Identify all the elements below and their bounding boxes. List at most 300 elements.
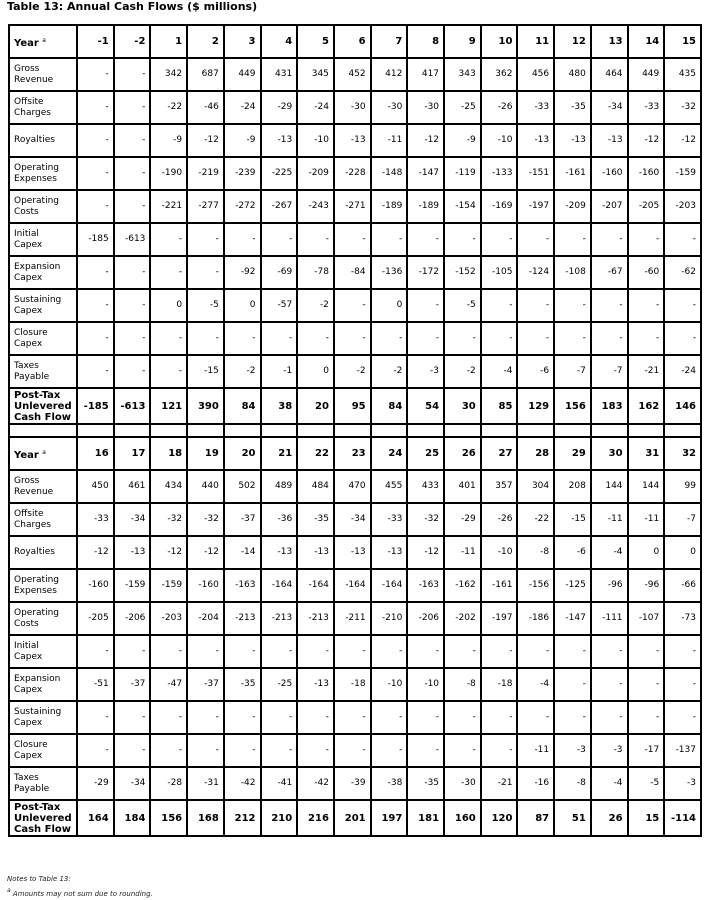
value-cell: -164 xyxy=(334,569,371,602)
value-cell: -114 xyxy=(664,800,701,836)
notes-heading: Notes to Table 13: xyxy=(7,875,71,883)
value-cell: 144 xyxy=(628,470,665,503)
value-cell: -108 xyxy=(554,256,591,289)
value-cell: 343 xyxy=(444,58,481,91)
value-cell: - xyxy=(114,734,151,767)
year-header-cell: 21 xyxy=(261,437,298,470)
table-row xyxy=(9,701,701,734)
value-cell: -78 xyxy=(297,256,334,289)
value-cell: -4 xyxy=(591,767,628,800)
value-cell: -209 xyxy=(554,190,591,223)
value-cell: -161 xyxy=(554,157,591,190)
empty-cell xyxy=(224,424,261,437)
row-label xyxy=(9,734,77,767)
year-header-label xyxy=(9,437,77,470)
value-cell: 390 xyxy=(187,388,224,424)
year-header-cell: 25 xyxy=(407,437,444,470)
value-cell: - xyxy=(261,635,298,668)
value-cell: 455 xyxy=(371,470,408,503)
table-row xyxy=(9,734,701,767)
table-row xyxy=(9,58,701,91)
row-label-line: Capex xyxy=(14,305,43,316)
value-cell: -21 xyxy=(628,355,665,388)
value-cell: -13 xyxy=(297,536,334,569)
value-cell: 0 xyxy=(664,536,701,569)
value-cell: 433 xyxy=(407,470,444,503)
value-cell: -35 xyxy=(297,503,334,536)
value-cell: -42 xyxy=(224,767,261,800)
value-cell: 181 xyxy=(407,800,444,836)
value-cell: 156 xyxy=(150,800,187,836)
row-label-line: Unlevered xyxy=(14,812,72,824)
value-cell: - xyxy=(664,289,701,322)
value-cell: 449 xyxy=(224,58,261,91)
cash-flow-table xyxy=(8,24,702,837)
value-cell: -164 xyxy=(371,569,408,602)
row-label-line: Initial xyxy=(14,228,39,239)
row-label-line: Royalties xyxy=(14,547,55,557)
empty-cell xyxy=(444,424,481,437)
year-header-cell: 2 xyxy=(187,25,224,58)
value-cell: -206 xyxy=(114,602,151,635)
value-cell: -12 xyxy=(628,124,665,157)
row-label-line: Offsite xyxy=(14,508,44,519)
year-header-cell: 28 xyxy=(517,437,554,470)
value-cell: -160 xyxy=(628,157,665,190)
total-row xyxy=(9,800,701,836)
value-cell: -125 xyxy=(554,569,591,602)
value-cell: - xyxy=(77,734,114,767)
value-cell: - xyxy=(114,256,151,289)
year-header-cell: 6 xyxy=(334,25,371,58)
value-cell: -160 xyxy=(591,157,628,190)
value-cell: -6 xyxy=(554,536,591,569)
value-cell: -12 xyxy=(187,536,224,569)
value-cell: -164 xyxy=(297,569,334,602)
value-cell: -3 xyxy=(407,355,444,388)
value-cell: - xyxy=(334,635,371,668)
value-cell: -219 xyxy=(187,157,224,190)
value-cell: - xyxy=(224,635,261,668)
value-cell: 54 xyxy=(407,388,444,424)
value-cell: - xyxy=(481,223,518,256)
empty-cell xyxy=(334,424,371,437)
value-cell: - xyxy=(261,734,298,767)
year-header-cell: 7 xyxy=(371,25,408,58)
value-cell: - xyxy=(187,734,224,767)
value-cell: -9 xyxy=(224,124,261,157)
row-label-line: Expenses xyxy=(14,585,57,596)
empty-cell xyxy=(9,424,77,437)
value-cell: 160 xyxy=(444,800,481,836)
value-cell: - xyxy=(187,322,224,355)
empty-cell xyxy=(664,424,701,437)
value-cell: -26 xyxy=(481,91,518,124)
value-cell: 440 xyxy=(187,470,224,503)
value-cell: 85 xyxy=(481,388,518,424)
value-cell: - xyxy=(371,701,408,734)
row-label xyxy=(9,223,77,256)
value-cell: -221 xyxy=(150,190,187,223)
row-label-line: Capex xyxy=(14,684,43,695)
value-cell: - xyxy=(150,734,187,767)
row-label xyxy=(9,157,77,190)
value-cell: 461 xyxy=(114,470,151,503)
value-cell: -613 xyxy=(114,388,151,424)
value-cell: - xyxy=(591,701,628,734)
row-label xyxy=(9,256,77,289)
year-header-cell: 30 xyxy=(591,437,628,470)
table-row xyxy=(9,124,701,157)
year-header-cell: 10 xyxy=(481,25,518,58)
value-cell: -2 xyxy=(297,289,334,322)
value-cell: - xyxy=(187,635,224,668)
value-cell: -267 xyxy=(261,190,298,223)
year-header-cell: 8 xyxy=(407,25,444,58)
value-cell: -119 xyxy=(444,157,481,190)
value-cell: -4 xyxy=(517,668,554,701)
row-label-line: Charges xyxy=(14,107,51,118)
value-cell: -154 xyxy=(444,190,481,223)
value-cell: 456 xyxy=(517,58,554,91)
value-cell: -33 xyxy=(517,91,554,124)
value-cell: -11 xyxy=(517,734,554,767)
value-cell: -137 xyxy=(664,734,701,767)
value-cell: 357 xyxy=(481,470,518,503)
value-cell: - xyxy=(481,734,518,767)
value-cell: - xyxy=(334,289,371,322)
value-cell: 345 xyxy=(297,58,334,91)
row-label-line: Taxes xyxy=(14,360,39,371)
value-cell: - xyxy=(114,322,151,355)
row-label xyxy=(9,767,77,800)
value-cell: -10 xyxy=(481,124,518,157)
row-label xyxy=(9,470,77,503)
year-header-cell: 3 xyxy=(224,25,261,58)
row-label-line: Expenses xyxy=(14,173,57,184)
footnote-marker: a xyxy=(42,36,46,44)
row-label xyxy=(9,668,77,701)
row-label xyxy=(9,124,77,157)
value-cell: - xyxy=(150,355,187,388)
value-cell: -84 xyxy=(334,256,371,289)
value-cell: -29 xyxy=(77,767,114,800)
value-cell: 183 xyxy=(591,388,628,424)
value-cell: -8 xyxy=(554,767,591,800)
year-header-cell: 32 xyxy=(664,437,701,470)
year-header-cell: 24 xyxy=(371,437,408,470)
value-cell: - xyxy=(261,701,298,734)
value-cell: - xyxy=(554,635,591,668)
value-cell: -69 xyxy=(261,256,298,289)
value-cell: 156 xyxy=(554,388,591,424)
value-cell: - xyxy=(77,58,114,91)
table-row xyxy=(9,157,701,190)
value-cell: 0 xyxy=(297,355,334,388)
value-cell: - xyxy=(224,734,261,767)
row-label-line: Operating xyxy=(14,607,59,618)
value-cell: -159 xyxy=(114,569,151,602)
value-cell: -111 xyxy=(591,602,628,635)
value-cell: 20 xyxy=(297,388,334,424)
value-cell: - xyxy=(554,289,591,322)
row-label-line: Gross xyxy=(14,475,40,486)
value-cell: -10 xyxy=(481,536,518,569)
value-cell: - xyxy=(591,289,628,322)
table-row xyxy=(9,190,701,223)
year-header-cell: 20 xyxy=(224,437,261,470)
value-cell: -28 xyxy=(150,767,187,800)
value-cell: - xyxy=(77,635,114,668)
value-cell: - xyxy=(481,289,518,322)
value-cell: -9 xyxy=(150,124,187,157)
row-label-line: Post-Tax xyxy=(14,389,61,401)
value-cell: -35 xyxy=(407,767,444,800)
value-cell: - xyxy=(517,635,554,668)
empty-cell xyxy=(371,424,408,437)
value-cell: -13 xyxy=(334,536,371,569)
value-cell: - xyxy=(407,635,444,668)
value-cell: 164 xyxy=(77,800,114,836)
row-label-line: Royalties xyxy=(14,135,55,145)
row-label-line: Closure xyxy=(14,739,48,750)
year-header-cell: 17 xyxy=(114,437,151,470)
value-cell: -3 xyxy=(591,734,628,767)
value-cell: - xyxy=(297,701,334,734)
value-cell: 197 xyxy=(371,800,408,836)
value-cell: -47 xyxy=(150,668,187,701)
value-cell: -13 xyxy=(591,124,628,157)
value-cell: 144 xyxy=(591,470,628,503)
spacer-row xyxy=(9,424,701,437)
value-cell: 15 xyxy=(628,800,665,836)
row-label xyxy=(9,58,77,91)
value-cell: - xyxy=(517,223,554,256)
value-cell: -30 xyxy=(334,91,371,124)
value-cell: - xyxy=(628,635,665,668)
value-cell: -197 xyxy=(481,602,518,635)
value-cell: -6 xyxy=(517,355,554,388)
value-cell: - xyxy=(334,701,371,734)
value-cell: - xyxy=(114,157,151,190)
value-cell: -34 xyxy=(334,503,371,536)
value-cell: 489 xyxy=(261,470,298,503)
value-cell: - xyxy=(407,289,444,322)
value-cell: -25 xyxy=(444,91,481,124)
value-cell: -7 xyxy=(554,355,591,388)
value-cell: -271 xyxy=(334,190,371,223)
year-header-cell: 23 xyxy=(334,437,371,470)
value-cell: - xyxy=(77,289,114,322)
value-cell: - xyxy=(114,289,151,322)
value-cell: -46 xyxy=(187,91,224,124)
value-cell: -213 xyxy=(261,602,298,635)
value-cell: -12 xyxy=(407,536,444,569)
value-cell: -243 xyxy=(297,190,334,223)
year-header-cell: 14 xyxy=(628,25,665,58)
value-cell: -163 xyxy=(407,569,444,602)
value-cell: -10 xyxy=(371,668,408,701)
value-cell: -13 xyxy=(371,536,408,569)
value-cell: -8 xyxy=(517,536,554,569)
empty-cell xyxy=(407,424,444,437)
value-cell: -35 xyxy=(224,668,261,701)
value-cell: -33 xyxy=(628,91,665,124)
table-row xyxy=(9,256,701,289)
year-label: Year xyxy=(14,449,39,461)
value-cell: -66 xyxy=(664,569,701,602)
value-cell: -96 xyxy=(628,569,665,602)
value-cell: - xyxy=(114,58,151,91)
table-row xyxy=(9,503,701,536)
value-cell: - xyxy=(77,322,114,355)
year-header-cell: 18 xyxy=(150,437,187,470)
value-cell: -32 xyxy=(187,503,224,536)
value-cell: -21 xyxy=(481,767,518,800)
empty-cell xyxy=(297,424,334,437)
value-cell: - xyxy=(114,190,151,223)
value-cell: - xyxy=(481,701,518,734)
value-cell: - xyxy=(150,635,187,668)
value-cell: 121 xyxy=(150,388,187,424)
year-header-cell: 5 xyxy=(297,25,334,58)
value-cell: -136 xyxy=(371,256,408,289)
value-cell: 168 xyxy=(187,800,224,836)
value-cell: -12 xyxy=(664,124,701,157)
value-cell: -29 xyxy=(261,91,298,124)
value-cell: -15 xyxy=(554,503,591,536)
year-header-cell: 15 xyxy=(664,25,701,58)
value-cell: -33 xyxy=(371,503,408,536)
value-cell: -12 xyxy=(407,124,444,157)
value-cell: -151 xyxy=(517,157,554,190)
value-cell: -38 xyxy=(371,767,408,800)
value-cell: 30 xyxy=(444,388,481,424)
value-cell: -7 xyxy=(664,503,701,536)
value-cell: -133 xyxy=(481,157,518,190)
value-cell: - xyxy=(407,223,444,256)
value-cell: -32 xyxy=(664,91,701,124)
year-header-cell: 27 xyxy=(481,437,518,470)
value-cell: 304 xyxy=(517,470,554,503)
value-cell: -92 xyxy=(224,256,261,289)
value-cell: - xyxy=(224,322,261,355)
row-label xyxy=(9,569,77,602)
value-cell: -203 xyxy=(664,190,701,223)
value-cell: -207 xyxy=(591,190,628,223)
table-notes xyxy=(7,873,153,900)
row-label xyxy=(9,635,77,668)
value-cell: - xyxy=(517,322,554,355)
value-cell: - xyxy=(444,734,481,767)
value-cell: -30 xyxy=(444,767,481,800)
value-cell: - xyxy=(591,668,628,701)
value-cell: -26 xyxy=(481,503,518,536)
value-cell: - xyxy=(187,256,224,289)
value-cell: - xyxy=(407,734,444,767)
value-cell: -9 xyxy=(444,124,481,157)
value-cell: -25 xyxy=(261,668,298,701)
row-label xyxy=(9,503,77,536)
value-cell: - xyxy=(481,322,518,355)
value-cell: -3 xyxy=(554,734,591,767)
empty-cell xyxy=(554,424,591,437)
value-cell: -36 xyxy=(261,503,298,536)
value-cell: -96 xyxy=(591,569,628,602)
value-cell: - xyxy=(77,157,114,190)
row-label-line: Offsite xyxy=(14,96,44,107)
value-cell: - xyxy=(334,322,371,355)
table-row xyxy=(9,91,701,124)
value-cell: 0 xyxy=(224,289,261,322)
year-header-cell: 19 xyxy=(187,437,224,470)
value-cell: - xyxy=(444,223,481,256)
value-cell: 208 xyxy=(554,470,591,503)
value-cell: -24 xyxy=(224,91,261,124)
row-label-line: Gross xyxy=(14,63,40,74)
row-label-line: Costs xyxy=(14,206,39,217)
value-cell: -5 xyxy=(187,289,224,322)
year-header-cell: 22 xyxy=(297,437,334,470)
empty-cell xyxy=(628,424,665,437)
value-cell: - xyxy=(407,701,444,734)
year-header-label xyxy=(9,25,77,58)
value-cell: 0 xyxy=(150,289,187,322)
value-cell: - xyxy=(664,701,701,734)
row-label xyxy=(9,91,77,124)
row-label-line: Revenue xyxy=(14,486,54,497)
row-label-line: Expansion xyxy=(14,261,61,272)
value-cell: - xyxy=(664,668,701,701)
value-cell: 87 xyxy=(517,800,554,836)
table-row xyxy=(9,536,701,569)
row-label-line: Capex xyxy=(14,338,43,349)
value-cell: -10 xyxy=(407,668,444,701)
value-cell: -1 xyxy=(261,355,298,388)
value-cell: 162 xyxy=(628,388,665,424)
row-label xyxy=(9,289,77,322)
year-header-cell: 9 xyxy=(444,25,481,58)
table-row xyxy=(9,223,701,256)
value-cell: 401 xyxy=(444,470,481,503)
value-cell: - xyxy=(554,223,591,256)
row-label-line: Sustaining xyxy=(14,706,62,717)
value-cell: - xyxy=(261,223,298,256)
value-cell: - xyxy=(150,256,187,289)
value-cell: 99 xyxy=(664,470,701,503)
table-row xyxy=(9,322,701,355)
value-cell: -210 xyxy=(371,602,408,635)
value-cell: 84 xyxy=(371,388,408,424)
row-label-line: Closure xyxy=(14,327,48,338)
value-cell: - xyxy=(591,223,628,256)
value-cell: - xyxy=(114,124,151,157)
value-cell: - xyxy=(628,668,665,701)
empty-cell xyxy=(150,424,187,437)
value-cell: 146 xyxy=(664,388,701,424)
table-row xyxy=(9,289,701,322)
value-cell: - xyxy=(517,701,554,734)
year-header-cell: 29 xyxy=(554,437,591,470)
footnote-a xyxy=(7,885,153,900)
value-cell: -10 xyxy=(297,124,334,157)
value-cell: -2 xyxy=(444,355,481,388)
value-cell: - xyxy=(261,322,298,355)
value-cell: 210 xyxy=(261,800,298,836)
row-label-line: Cash Flow xyxy=(14,823,72,835)
row-label xyxy=(9,322,77,355)
value-cell: -18 xyxy=(481,668,518,701)
